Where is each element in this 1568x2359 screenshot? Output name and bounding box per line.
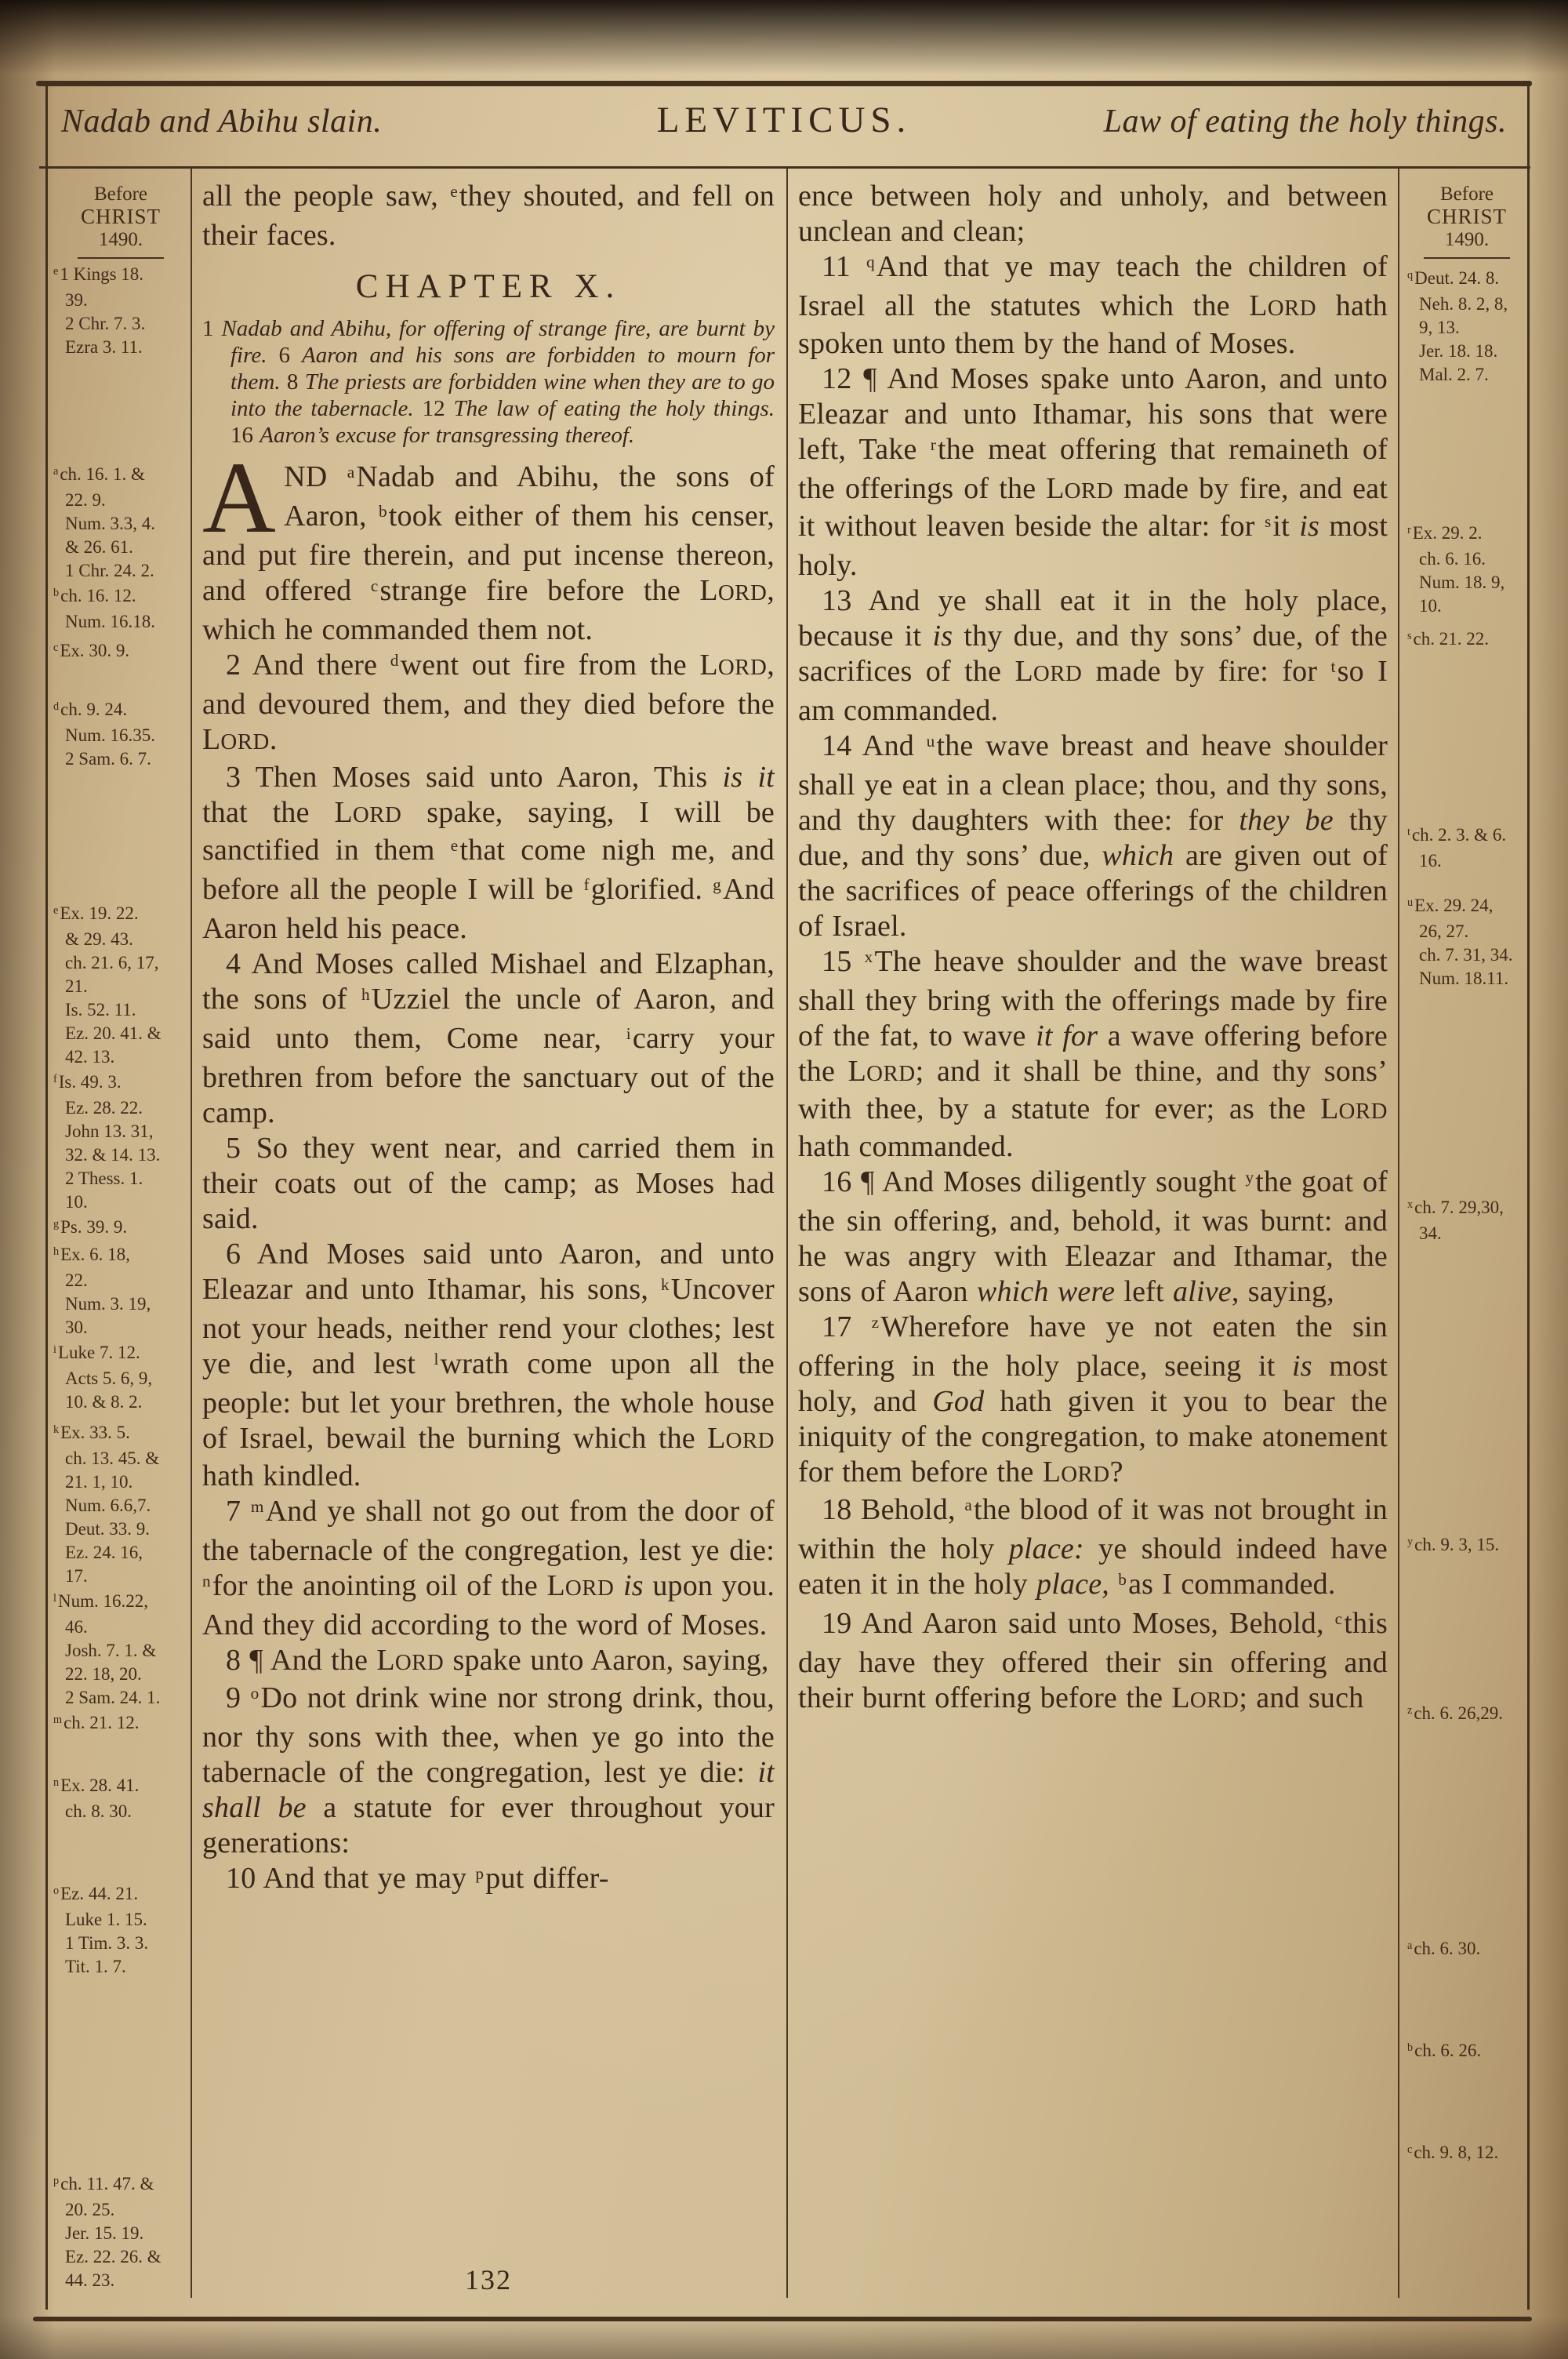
margin-reference-note: $^m$ch. 21. 12.	[53, 1713, 140, 1732]
verse: 15 $^x$The heave shoulder and the wave breast shall they bring with the offerings made by fire of the fat, to wave it for a wave offering before the LORD; and it shall be thine, and thy sons’ with thee, by a statute for ever; as the LORD hath commanded.	[798, 945, 1388, 1163]
verse: 5 So they went near, and carried them in their coats out of the camp; as Moses had said.	[202, 1132, 775, 1235]
drop-cap: A	[202, 442, 277, 554]
center-column-divider-rule	[786, 169, 788, 2298]
margin-reference-note: $^k$Ex. 33. 5. ch. 13. 45. & 21. 1, 10. Num. 6.6,7. Deut. 33. 9. Ez. 24. 16, 17.	[53, 1423, 160, 1586]
margin-reference-note: $^r$Ex. 29. 2. ch. 6. 16. Num. 18. 9, 10.	[1407, 523, 1505, 616]
verse: 19 And Aaron said unto Moses, Behold, $^c$this day have they offered their sin offering and their burnt offering before the LORD; and such	[798, 1607, 1388, 1714]
chapter-heading: CHAPTER X.	[355, 268, 622, 305]
margin-reference-note: $^a$ch. 16. 1. & 22. 9. Num. 3.3, 4. & 26. 61. 1 Chr. 24. 2.	[53, 464, 155, 580]
verse: 7 $^m$And ye shall not go out from the door of the tabernacle of the congregation, lest ye die: $^n$for the anointing oil of the LORD is upon you. And they did according to the word of Moses.	[202, 1495, 775, 1641]
small-caps-word: LORD	[1014, 655, 1083, 688]
running-header	[61, 99, 1507, 141]
verse: 3 Then Moses said unto Aaron, This is it that the LORD spake, saying, I will be sanctified in them $^e$that come nigh me, and before all the people I will be $^f$glorified. $^g$And Aaron held his peace.	[202, 761, 775, 945]
book-title: LEVITICUS.	[656, 100, 912, 140]
verse: 6 And Moses said unto Aaron, and unto Eleazar and unto Ithamar, his sons, $^k$Uncover not your heads, neither rend your clothes; lest ye die, and lest $^l$wrath come upon all the people: but let your brethren, the whole house of Israel, bewail the burning which the LORD hath kindled.	[202, 1238, 775, 1492]
small-caps-word: LORD	[699, 649, 768, 682]
small-caps-word: LORD	[376, 1644, 445, 1677]
before-christ-date-note	[1407, 183, 1526, 259]
verse-continuation: all the people saw, $^e$they shouted, and fell on their faces.	[202, 180, 775, 252]
margin-reference-note: $^x$ch. 7. 29,30, 34.	[1407, 1198, 1504, 1243]
small-caps-word: LORD	[707, 1422, 775, 1455]
small-caps-word: LORD	[1171, 1681, 1240, 1714]
verse: AND $^a$Nadab and Abihu, the sons of Aaron, $^b$took either of them his censer, and put fire therein, and put incense thereon, and offered $^c$strange fire before the LORD, which he commanded them not.	[202, 442, 775, 646]
verse: 14 And $^u$the wave breast and heave shoulder shall ye eat in a clean place; thou, and thy sons, and thy daughters with thee: for they be thy due, and thy sons’ due, which are given out of the sacrifices of peace offerings of the children of Israel.	[798, 729, 1388, 943]
verse: 10 And that ye may $^p$put differ-	[226, 1862, 609, 1895]
note-divider-rule	[78, 257, 164, 259]
running-head-left: Nadab and Abihu slain.	[61, 104, 383, 140]
page-frame-right-rule	[1527, 82, 1530, 2310]
margin-reference-note: $^a$ch. 6. 30.	[1407, 1939, 1481, 1958]
page-number: 132	[465, 2264, 512, 2295]
verse-list	[202, 442, 775, 1900]
verse: 17 $^z$Wherefore have ye not eaten the sin offering in the holy place, seeing it is most holy, and God hath given it you to bear the iniquity of the congregation, to make atonement for them before the LORD?	[798, 1310, 1388, 1488]
before-christ-line: 1490.	[98, 229, 143, 250]
verse: 9 $^o$Do not drink wine nor strong drink, thou, nor thy sons with thee, when ye go into the tabernacle of the congregation, lest ye die: it shall be a statute for ever throughout your generations:	[202, 1681, 775, 1859]
margin-reference-note: $^l$Num. 16.22, 46. Josh. 7. 1. & 22. 18, 20. 2 Sam. 24. 1.	[53, 1591, 161, 1707]
small-caps-word: LORD	[699, 574, 768, 607]
verse: 8 ¶ And the LORD spake unto Aaron, saying,	[226, 1644, 769, 1677]
before-christ-line: Before	[1439, 184, 1494, 205]
left-text-column	[202, 179, 775, 2288]
right-notes-divider-rule	[1398, 169, 1399, 2298]
verse: 16 ¶ And Moses diligently sought $^y$the goat of the sin offering, and, behold, it was burnt: and he was angry with Eleazar and Ithamar, the sons of Aaron which were left alive, saying,	[798, 1165, 1388, 1308]
before-christ-line: 1490.	[1444, 229, 1490, 250]
verse: 4 And Moses called Mishael and Elzaphan, the sons of $^h$Uzziel the uncle of Aaron, and said unto them, Come near, $^i$carry your brethren from before the sanctuary out of the camp.	[202, 947, 775, 1129]
before-christ-line: CHRIST	[80, 205, 162, 228]
small-caps-word: LORD	[848, 1055, 916, 1088]
small-caps-word: LORD	[546, 1569, 615, 1602]
left-margin-notes-column	[53, 176, 188, 2290]
small-caps-word: LORD	[1320, 1092, 1388, 1125]
margin-reference-note: $^p$ch. 11. 47. & 20. 25. Jer. 15. 19. Ez. 22. 26. & 44. 23.	[53, 2174, 162, 2290]
margin-reference-note: $^b$ch. 6. 26.	[1407, 2041, 1482, 2060]
right-text-column	[798, 179, 1388, 2288]
margin-reference-note: $^u$Ex. 29. 24, 26, 27. ch. 7. 31, 34. Num. 18.11.	[1407, 896, 1513, 988]
margin-reference-note: $^s$ch. 21. 22.	[1407, 629, 1490, 649]
margin-reference-note: $^c$Ex. 30. 9.	[53, 641, 130, 660]
margin-reference-note: $^q$Deut. 24. 8. Neh. 8. 2, 8, 9, 13. Jer. 18. 18. Mal. 2. 7.	[1407, 268, 1508, 384]
margin-reference-note: $^y$ch. 9. 3, 15.	[1407, 1535, 1500, 1554]
margin-reference-note: $^z$ch. 6. 26,29.	[1407, 1703, 1504, 1723]
margin-reference-note: $^o$Ez. 44. 21. Luke 1. 15. 1 Tim. 3. 3. Tit. 1. 7.	[53, 1884, 149, 1976]
margin-reference-note: $^g$Ps. 39. 9.	[53, 1217, 128, 1237]
verse: 18 Behold, $^a$the blood of it was not brought in within the holy place: ye should indeed have eaten it in the holy place, $^b$as I commanded.	[798, 1493, 1388, 1601]
chapter-summary: 1 Nadab and Abihu, for offering of strange fire, are burnt by fire. 6 Aaron and his sons are forbidden to mourn for them. 8 The priests are forbidden wine when they are to go into the tabernacle. 12 The law of eating the holy things. 16 Aaron’s excuse for transgressing thereof.	[202, 316, 775, 448]
margin-reference-note: $^i$Luke 7. 12. Acts 5. 6, 9, 10. & 8. 2.	[53, 1343, 153, 1412]
margin-reference-note: $^n$Ex. 28. 41. ch. 8. 30.	[53, 1776, 140, 1821]
margin-reference-note: $^e$Ex. 19. 22. & 29. 43. ch. 21. 6, 17, 21. Is. 52. 11. Ez. 20. 41. & 42. 13.	[53, 903, 162, 1067]
verse: 2 And there $^d$went out fire from the LORD, and devoured them, and they died before the LORD.	[202, 649, 775, 756]
note-divider-rule	[1424, 257, 1510, 259]
small-caps-word: LORD	[1042, 1456, 1110, 1488]
small-caps-word: LORD	[1249, 289, 1317, 322]
verse: 12 ¶ And Moses spake unto Aaron, and unto Eleazar and unto Ithamar, his sons that were left, Take $^r$the meat offering that remaineth of the offerings of the LORD made by fire, and eat it without leaven beside the altar: for $^s$it is most holy.	[798, 362, 1388, 582]
margin-reference-note: $^t$ch. 2. 3. & 6. 16.	[1407, 825, 1507, 871]
verse: 11 $^q$And that ye may teach the children of Israel all the statutes which the LORD hath spoken unto them by the hand of Moses.	[798, 250, 1388, 360]
before-christ-line: Before	[93, 184, 148, 205]
before-christ-date-note	[53, 183, 188, 259]
small-caps-word: LORD	[334, 796, 402, 829]
verse: 13 And ye shall eat it in the holy place, because it is thy due, and thy sons’ due, of the sacrifices of the LORD made by fire: for $^t$so I am commanded.	[798, 584, 1388, 727]
page-frame-top-rule	[36, 81, 1532, 86]
page-frame-bottom-rule	[33, 2317, 1532, 2321]
right-margin-notes-column	[1407, 176, 1526, 2286]
verse-continuation: ence between holy and unholy, and between unclean and clean;	[798, 180, 1388, 248]
small-caps-word: LORD	[202, 723, 270, 756]
margin-reference-note: $^e$1 Kings 18. 39. 2 Chr. 7. 3. Ezra 3. 11.	[53, 264, 146, 357]
small-caps-word: LORD	[1046, 472, 1114, 505]
margin-reference-note: $^h$Ex. 6. 18, 22. Num. 3. 19, 30.	[53, 1245, 151, 1337]
before-christ-line: CHRIST	[1426, 205, 1508, 228]
margin-reference-note: $^f$Is. 49. 3. Ez. 28. 22. John 13. 31, 32. & 14. 13. 2 Thess. 1. 10.	[53, 1072, 161, 1212]
verse-list	[798, 249, 1388, 1718]
page-frame-left-rule	[45, 82, 48, 2310]
running-head-right: Law of eating the holy things.	[1103, 104, 1507, 140]
margin-reference-note: $^d$ch. 9. 24. Num. 16.35. 2 Sam. 6. 7.	[53, 700, 155, 769]
header-divider-rule	[39, 166, 1530, 169]
margin-reference-note: $^c$ch. 9. 8, 12.	[1407, 2143, 1499, 2162]
left-notes-divider-rule	[191, 169, 192, 2298]
margin-reference-note: $^b$ch. 16. 12. Num. 16.18.	[53, 586, 155, 631]
